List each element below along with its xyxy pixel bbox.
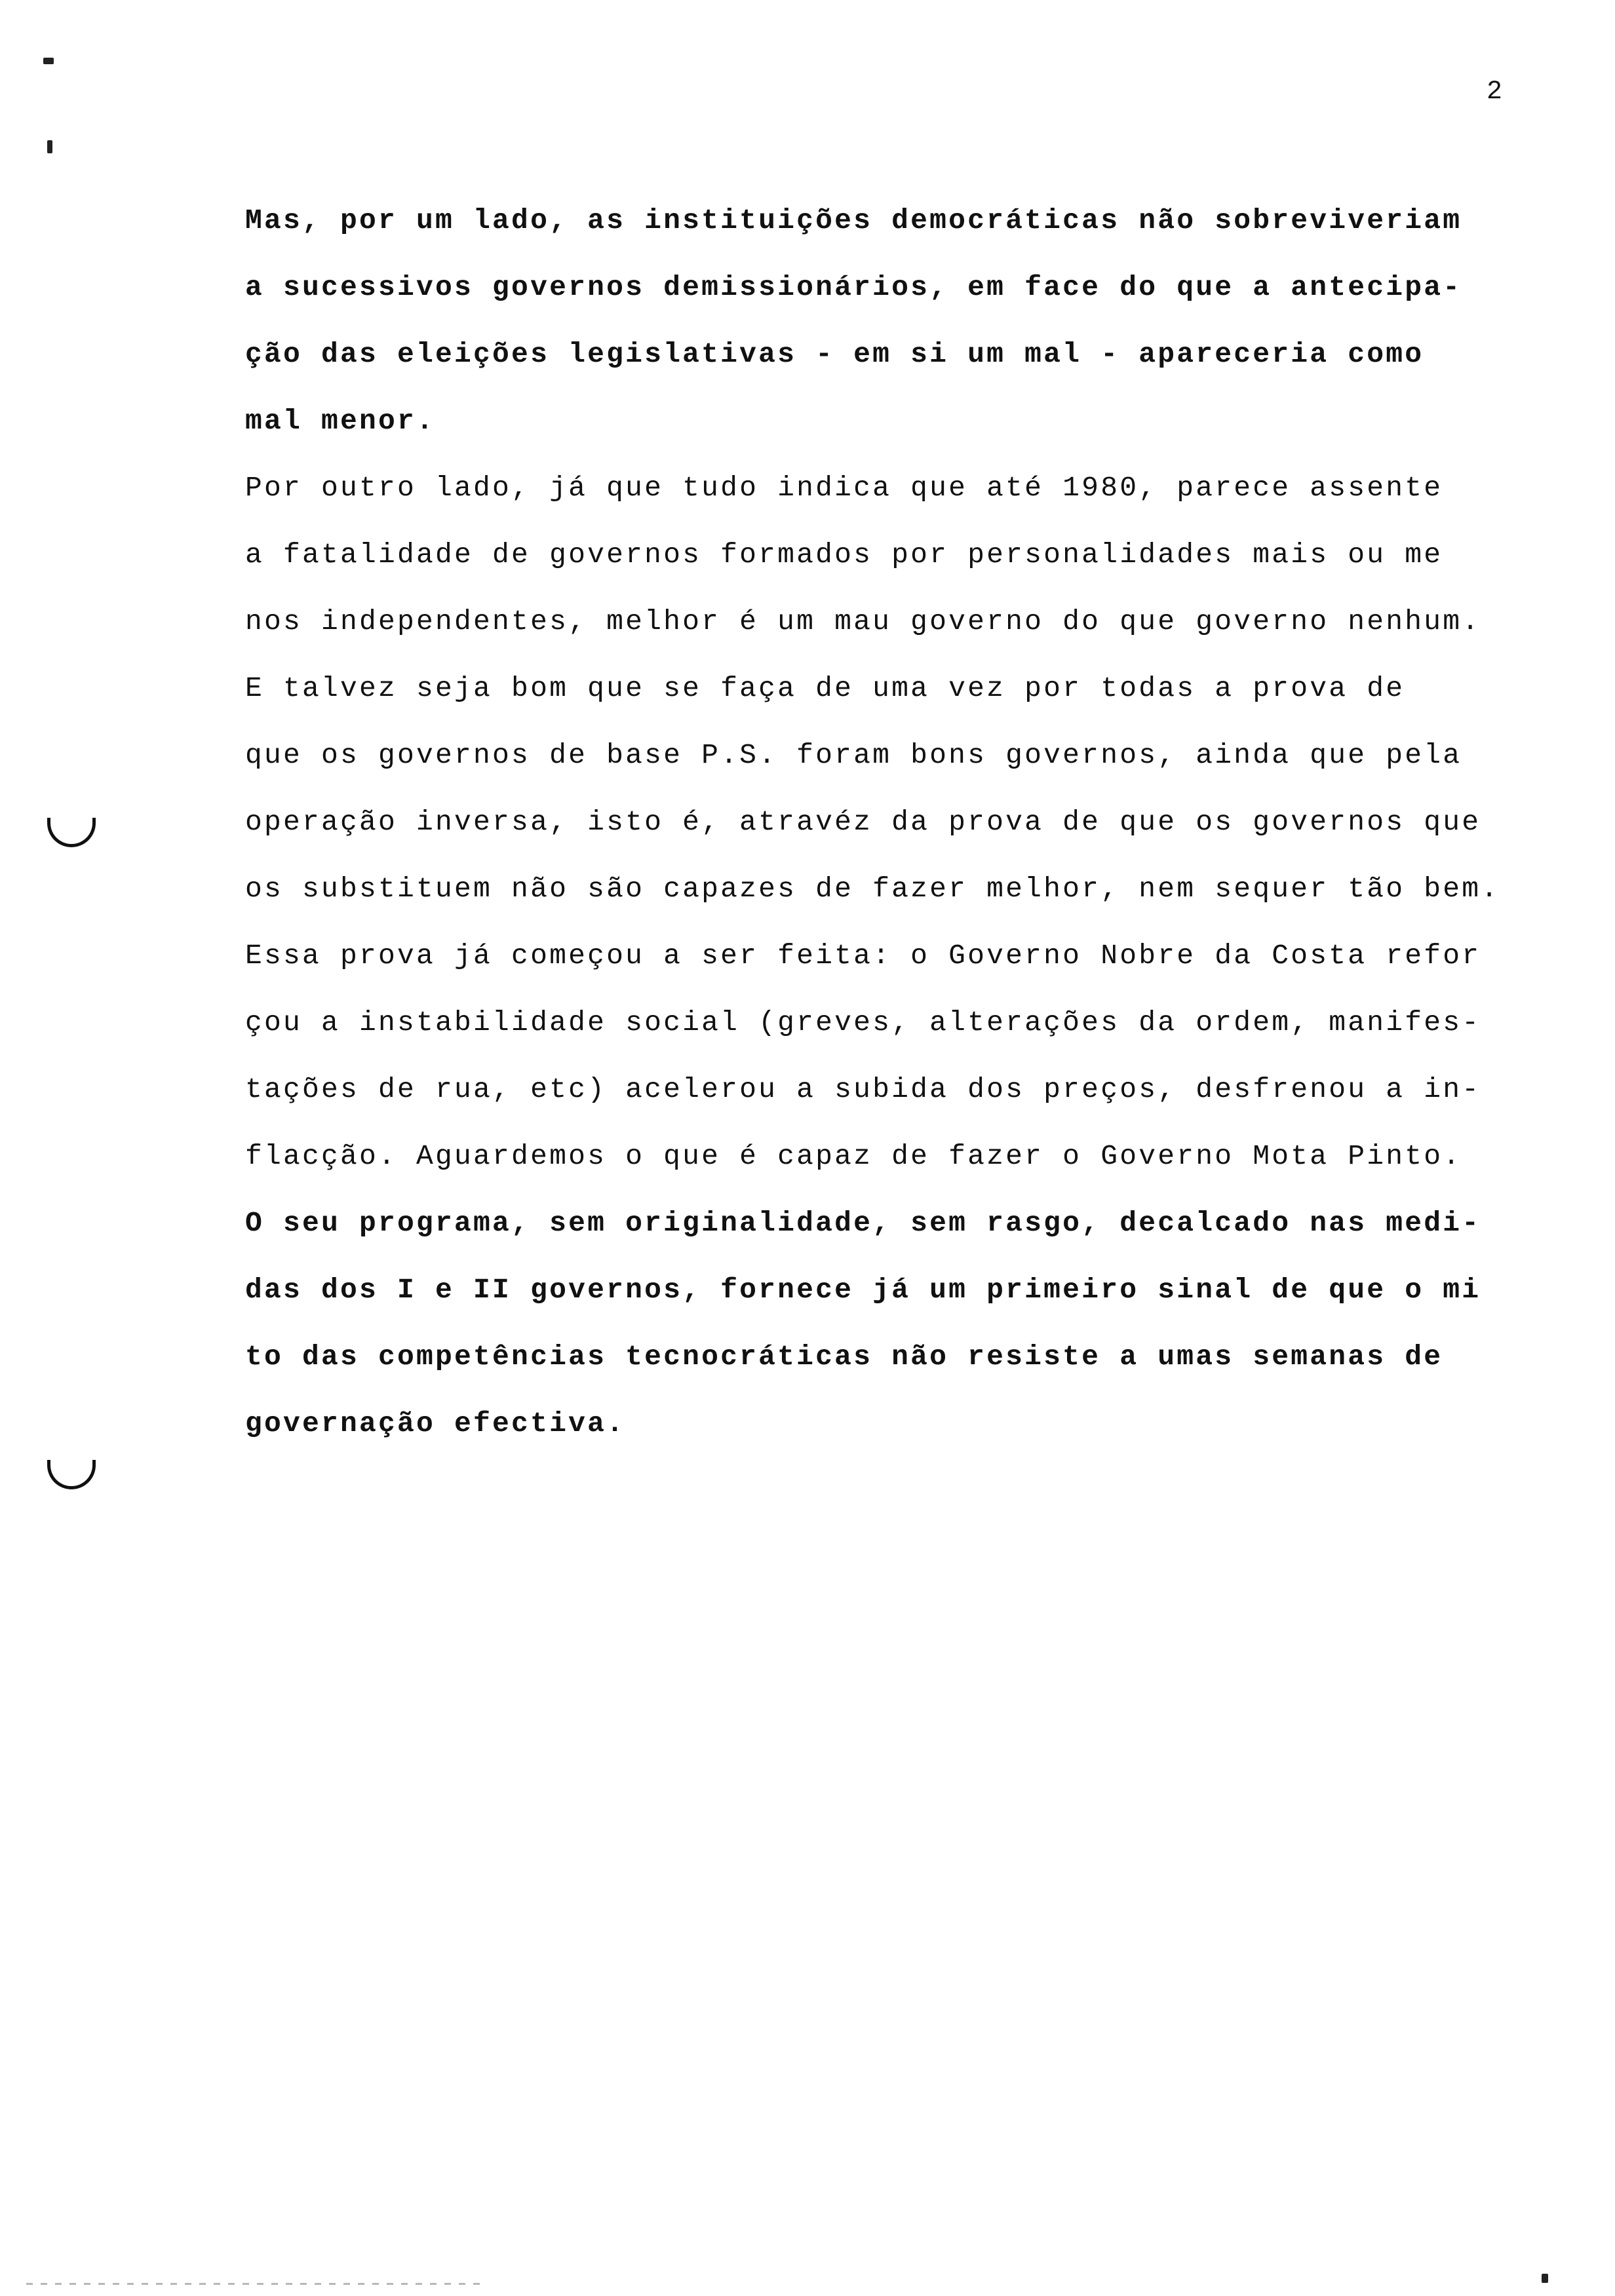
punch-hole-mark: [47, 818, 96, 847]
scan-mark: [1542, 2274, 1548, 2283]
text-line: tações de rua, etc) acelerou a subida dos preços, desfrenou a in-: [245, 1073, 1481, 1105]
text-line: Por outro lado, já que tudo indica que até 1980, parece assente: [245, 472, 1443, 504]
text-line: que os governos de base P.S. foram bons governos, ainda que pela: [245, 739, 1462, 771]
text-line: os substituem não são capazes de fazer melhor, nem sequer tão bem.: [245, 873, 1500, 905]
text-line: operação inversa, isto é, atravéz da prova de que os governos que: [245, 806, 1481, 838]
text-line: a fatalidade de governos formados por personalidades mais ou me: [245, 539, 1443, 571]
text-line: mal menor.: [245, 405, 436, 437]
scan-mark: [43, 58, 54, 64]
punch-hole-mark: [47, 1460, 96, 1489]
page-number: 2: [1487, 77, 1504, 107]
body-text: [245, 187, 1549, 1457]
text-line: ção das eleições legislativas - em si um mal - apareceria como: [245, 338, 1424, 370]
scan-mark: [47, 140, 52, 153]
text-line: nos independentes, melhor é um mau governo do que governo nenhum.: [245, 605, 1481, 638]
text-line: Essa prova já começou a ser feita: o Governo Nobre da Costa refor: [245, 940, 1481, 972]
text-line: çou a instabilidade social (greves, alterações da ordem, manifes-: [245, 1006, 1481, 1039]
text-line: governação efectiva.: [245, 1407, 626, 1440]
text-line: Mas, por um lado, as instituições democráticas não sobreviveriam: [245, 204, 1462, 237]
text-line: das dos I e II governos, fornece já um primeiro sinal de que o mi: [245, 1274, 1481, 1306]
text-line: O seu programa, sem originalidade, sem rasgo, decalcado nas medi-: [245, 1207, 1481, 1239]
scan-edge-artifact: [26, 2283, 485, 2285]
text-line: to das competências tecnocráticas não resiste a umas semanas de: [245, 1341, 1443, 1373]
text-line: a sucessivos governos demissionários, em face do que a antecipa-: [245, 271, 1462, 303]
text-line: E talvez seja bom que se faça de uma vez por todas a prova de: [245, 672, 1405, 704]
text-line: flacção. Aguardemos o que é capaz de fazer o Governo Mota Pinto.: [245, 1140, 1462, 1172]
